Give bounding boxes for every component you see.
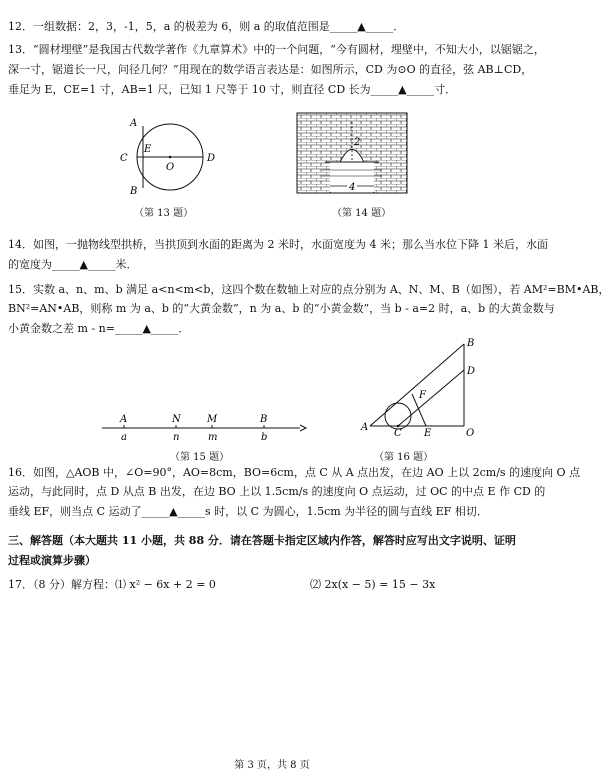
question-15-line3: 小黄金数之差 m - n=_____▲_____．: [8, 322, 190, 335]
fig16-label-C: C: [394, 428, 402, 439]
figure-14-arch-bridge: [296, 112, 408, 196]
figure-13-circle-diagram: [110, 112, 230, 202]
question-15-line2: BN²=AN•AB，则称 m 为 a、b 的“大黄金数”，n 为 a、b 的“小黄金数”，当 b - a=2 时，a、b 的大黄金数与: [8, 302, 555, 315]
fig14-height-label: 2: [354, 137, 361, 148]
fig16-label-E: E: [424, 428, 432, 439]
fig15-value-a: a: [121, 432, 127, 443]
figure-15-number-line: [100, 410, 310, 444]
fig16-label-O: O: [466, 428, 475, 439]
fig15-point-B: B: [260, 414, 268, 425]
section-3-heading-line1: 三、解答题（本大题共 11 小题，共 88 分．请在答题卡指定区域内作答，解答时应写出文字说明、证明: [8, 534, 516, 547]
section-3-heading-line2: 过程或演算步骤）: [8, 554, 96, 567]
fig15-value-m: m: [208, 432, 218, 443]
fig15-value-n: n: [173, 432, 180, 443]
question-15-line1: 15．实数 a、n、m、b 满足 a<n<m<b，这四个数在数轴上对应的点分别为 A、N、M、B（如图），若 AM²=BM•AB，: [8, 283, 609, 296]
fig14-width-label: 4: [349, 182, 356, 193]
question-16-line1: 16．如图，△AOB 中，∠O=90°，AO=8cm，BO=6cm，点 C 从 A 点出发，在边 AO 上以 2cm/s 的速度向 O 点: [8, 466, 581, 479]
figure-13-caption: （第 13 题）: [134, 208, 194, 219]
question-17-part1: 17．（8 分）解方程：⑴ x² − 6x + 2 = 0: [8, 578, 216, 591]
question-13-line2: 深一寸，锯道长一尺，问径几何？”用现在的数学语言表达是：如图所示，CD 为⊙O 的直径，弦 AB⊥CD，: [8, 63, 533, 76]
fig13-label-E: E: [144, 144, 152, 155]
question-14-line1: 14．如图，一抛物线型拱桥，当拱顶到水面的距离为 2 米时，水面宽度为 4 米；那么当水位下降 1 米后，水面: [8, 238, 548, 251]
fig13-label-D: D: [207, 153, 216, 164]
fig13-label-A: A: [130, 118, 138, 129]
question-13-line1: 13．“圆材埋壁”是我国古代数学著作《九章算术》中的一个问题，“今有圆材，埋壁中，不知大小，以锯锯之，: [8, 43, 545, 56]
question-16-line2: 运动，与此同时，点 D 从点 B 出发，在边 BO 上以 1.5cm/s 的速度向 O 点运动，过 OC 的中点 E 作 CD 的: [8, 485, 546, 498]
figure-15-caption: （第 15 题）: [170, 452, 230, 463]
question-16-line3: 垂线 EF，则当点 C 运动了_____▲_____s 时，以 C 为圆心，1.5cm 为半径的圆与直线 EF 相切．: [8, 505, 488, 518]
fig16-label-B: B: [467, 338, 475, 349]
fig13-label-B: B: [130, 186, 138, 197]
fig16-label-D: D: [467, 366, 476, 377]
fig13-label-C: C: [120, 153, 128, 164]
question-12: 12．一组数据：2，3，-1，5，a 的极差为 6，则 a 的取值范围是_____▲_____．: [8, 20, 405, 33]
question-13-line3: 垂足为 E，CE=1 寸，AB=1 尺，已知 1 尺等于 10 寸，则直径 CD 长为_____▲_____寸．: [8, 83, 457, 96]
question-17: [8, 578, 536, 592]
fig15-value-b: b: [261, 432, 268, 443]
fig15-point-N: N: [172, 414, 181, 425]
fig16-label-F: F: [419, 390, 426, 401]
fig15-point-M: M: [207, 414, 218, 425]
question-17-part2: ⑵ 2x(x − 5) = 15 − 3x: [310, 578, 436, 591]
figure-16-caption: （第 16 题）: [374, 452, 434, 463]
fig16-label-A: A: [361, 422, 369, 433]
figure-16-triangle-diagram: [356, 334, 496, 440]
fig15-point-A: A: [120, 414, 128, 425]
page-footer: 第 3 页，共 8 页: [234, 760, 310, 771]
question-14-line2: 的宽度为_____▲_____米．: [8, 258, 138, 271]
fig13-label-O: O: [166, 162, 175, 173]
figure-14-caption: （第 14 题）: [332, 208, 392, 219]
